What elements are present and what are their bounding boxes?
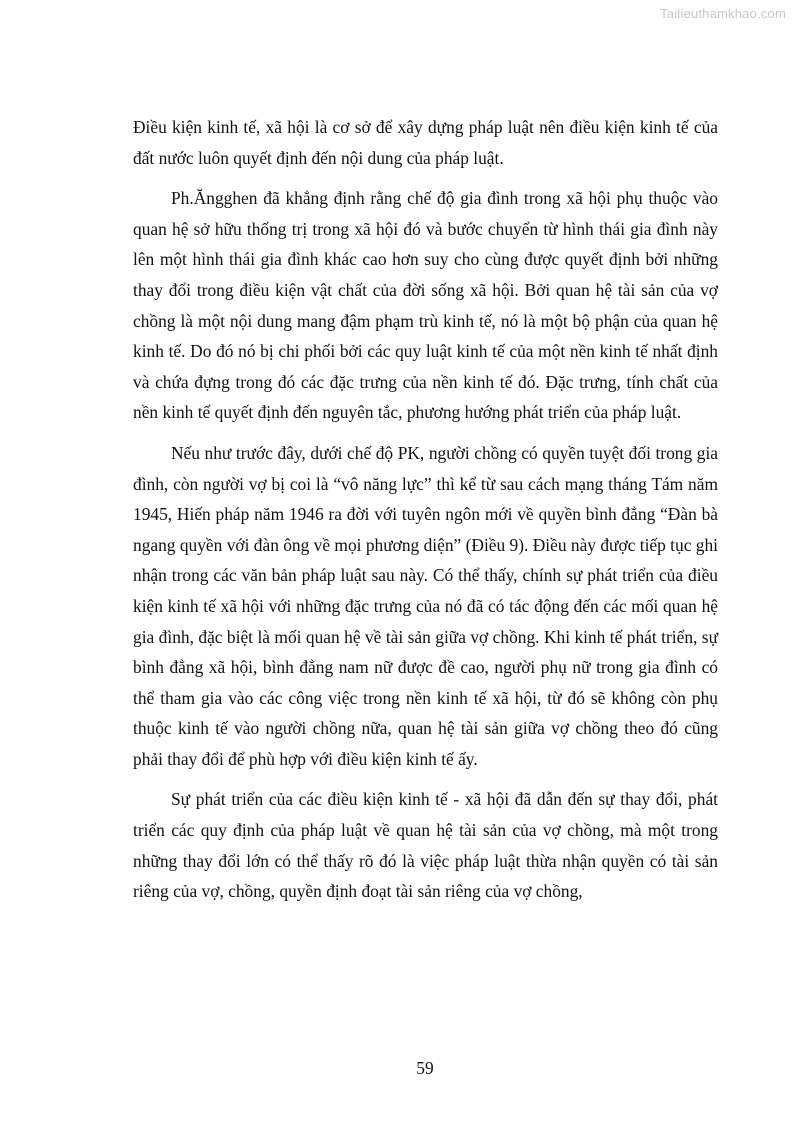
paragraph-1: Điều kiện kinh tế, xã hội là cơ sở để xây dựng pháp luật nên điều kiện kinh tế của đất nước luôn quyết định đến nội dung của pháp luật. (133, 117, 718, 168)
watermark: Tailieuthamkhao.com (660, 6, 786, 21)
document-body (133, 112, 718, 917)
paragraph-3: Nếu như trước đây, dưới chế độ PK, người chồng có quyền tuyệt đối trong gia đình, còn người vợ bị coi là “vô năng lực” thì kể từ sau cách mạng tháng Tám năm 1945, Hiến pháp năm 1946 ra đời với tuyên ngôn mới về quyền bình đẳng “Đàn bà ngang quyền với đàn ông về mọi phương diện” (Điều 9). Điều này được tiếp tục ghi nhận trong các văn bản pháp luật sau này. Có thể thấy, chính sự phát triển của điều kiện kinh tế xã hội với những đặc trưng của nó đã có tác động đến các mối quan hệ gia đình, đặc biệt là mối quan hệ về tài sản giữa vợ chồng. Khi kinh tế phát triển, sự bình đẳng xã hội, bình đẳng nam nữ được đề cao, người phụ nữ trong gia đình có thể tham gia vào các công việc trong nền kinh tế xã hội, từ đó sẽ không còn phụ thuộc kinh tế vào người chồng nữa, quan hệ tài sản giữa vợ chồng theo đó cũng phải thay đổi để phù hợp với điều kiện kinh tế ấy. (133, 442, 718, 769)
paragraph-4: Sự phát triển của các điều kiện kinh tế - xã hội đã dẫn đến sự thay đổi, phát triển các quy định của pháp luật về quan hệ tài sản của vợ chồng, mà một trong những thay đổi lớn có thể thấy rõ đó là việc pháp luật thừa nhận quyền có tài sản riêng của vợ, chồng, quyền định đoạt tài sản riêng của vợ chồng, (133, 789, 718, 902)
page-number: 59 (416, 1058, 434, 1078)
paragraph-2: Ph.Ăngghen đã khẳng định rằng chế độ gia đình trong xã hội phụ thuộc vào quan hệ sở hữu thống trị trong xã hội đó và bước chuyển từ hình thái gia đình này lên một hình thái gia đình khác cao hơn suy cho cùng được quyết định bởi những thay đổi trong điều kiện vật chất của đời sống xã hội. Bởi quan hệ tài sản của vợ chồng là một nội dung mang đậm phạm trù kinh tế, nó là một bộ phận của quan hệ kinh tế. Do đó nó bị chi phối bởi các quy luật kinh tế của một nền kinh tế nhất định và chứa đựng trong đó các đặc trưng của nền kinh tế đó. Đặc trưng, tính chất của nền kinh tế quyết định đến nguyên tắc, phương hướng phát triển của pháp luật. (133, 188, 718, 423)
